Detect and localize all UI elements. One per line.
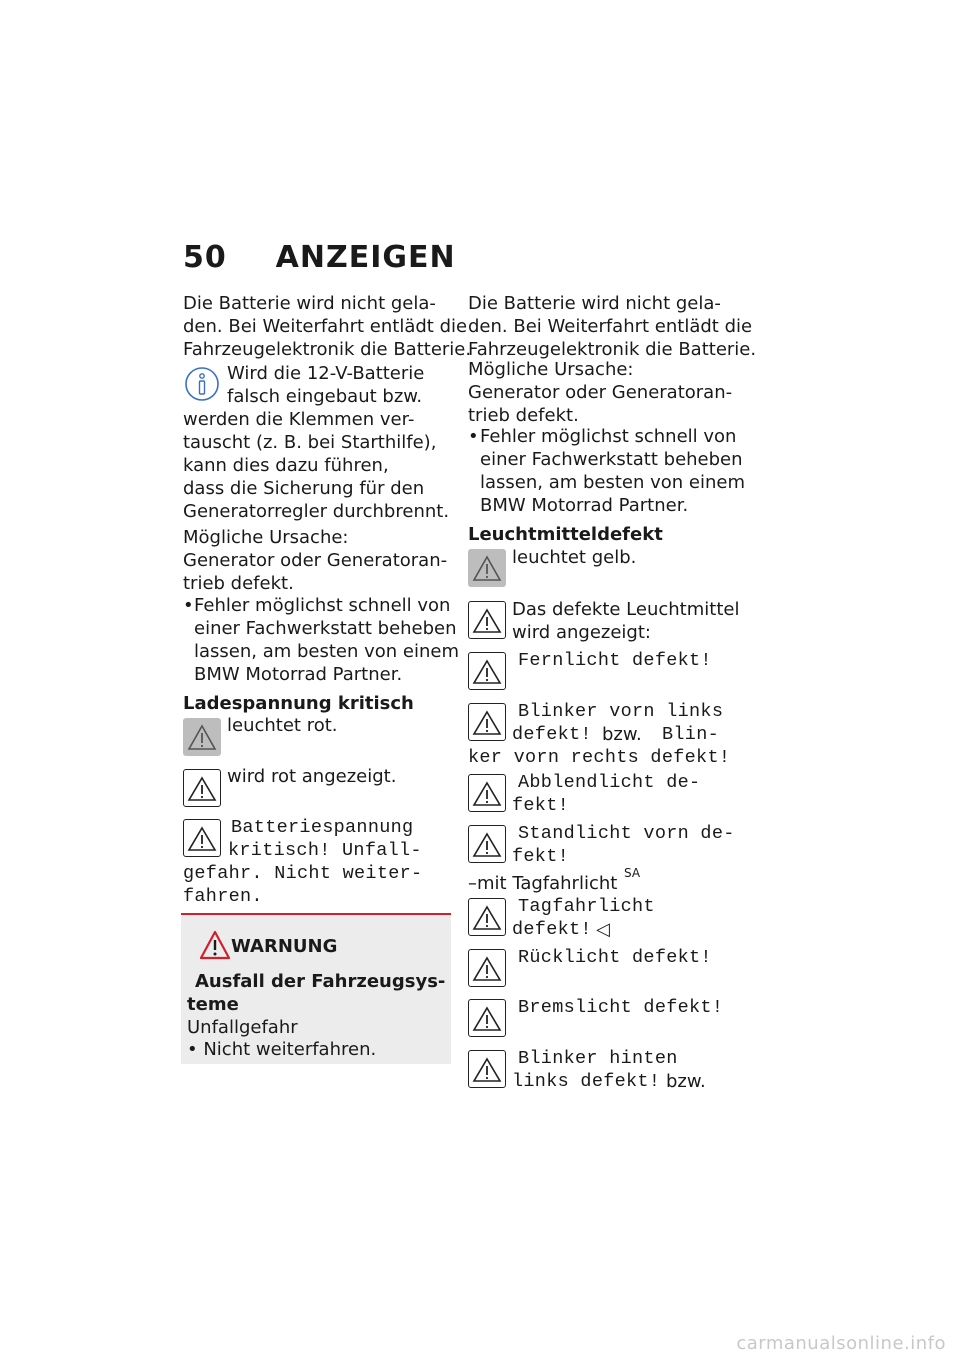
cause-text: trieb defekt.: [468, 405, 579, 426]
warning-triangle-icon: [468, 1050, 506, 1088]
watermark: carmanualsonline.info: [736, 1333, 946, 1354]
info-note-line: Generatorregler durchbrennt.: [183, 501, 450, 522]
warning-triangle-icon: [468, 949, 506, 987]
battery-discharge-line: den. Bei Weiterfahrt entlädt die: [468, 316, 753, 337]
charge-heading: Ladespannung kritisch: [183, 693, 414, 714]
defect-shown-text: wird angezeigt:: [512, 622, 651, 643]
display-message: Bremslicht defekt!: [518, 997, 724, 1018]
cause-text: Generator oder Generatoran-: [183, 550, 448, 571]
display-message: Blin-: [662, 724, 720, 745]
warning-triangle-icon: [183, 769, 221, 807]
battery-discharge-line: Die Batterie wird nicht gela-: [468, 293, 721, 314]
display-message: Tagfahrlicht: [518, 896, 655, 917]
battery-discharge-line: Fahrzeugelektronik die Batterie.: [468, 339, 757, 360]
info-note-line: Wird die 12-V-Batterie: [227, 363, 425, 384]
display-message: Abblendlicht de-: [518, 772, 701, 793]
display-message: ker vorn rechts defekt!: [468, 747, 731, 768]
warning-triangle-icon: [468, 825, 506, 863]
display-message: defekt!: [512, 919, 592, 940]
bullet-line: BMW Motorrad Partner.: [480, 495, 689, 516]
info-note-line: tauscht (z. B. bei Starthilfe),: [183, 432, 437, 453]
warning-triangle-icon: [183, 819, 221, 857]
display-message: fekt!: [512, 846, 570, 867]
display-message: gefahr. Nicht weiter-: [183, 863, 423, 884]
page-title: [183, 240, 456, 276]
warning-action: • Nicht weiterfahren.: [187, 1039, 377, 1060]
info-icon: [184, 366, 220, 402]
cause-text: Generator oder Generatoran-: [468, 382, 733, 403]
warning-subtitle: Ausfall der Fahrzeugsys-: [195, 971, 446, 992]
warning-triangle-icon: [468, 601, 506, 639]
display-message: Batteriespannung: [231, 817, 414, 838]
bullet-dot: •: [183, 595, 194, 616]
warning-box: [181, 913, 451, 1064]
page-number: 50: [183, 240, 227, 275]
display-message: links defekt!: [512, 1071, 661, 1092]
bullet-line: Fehler möglichst schnell von: [194, 595, 451, 616]
warning-triangle-icon: [468, 703, 506, 741]
display-message: Fernlicht defekt!: [518, 650, 712, 671]
display-message: fekt!: [512, 795, 570, 816]
defect-shown-text: Das defekte Leuchtmittel: [512, 599, 740, 620]
warning-triangle-icon: [468, 999, 506, 1037]
with-drl-text: –mit Tagfahrlicht: [468, 873, 618, 894]
battery-discharge-line: Fahrzeugelektronik die Batterie.: [183, 339, 472, 360]
display-message: Blinker vorn links: [518, 701, 724, 722]
bullet-line: lassen, am besten von einem: [194, 641, 460, 662]
bullet-line: Fehler möglichst schnell von: [480, 426, 737, 447]
display-message: defekt!: [512, 724, 592, 745]
or-text: bzw.: [666, 1071, 706, 1092]
cause-text: trieb defekt.: [183, 573, 294, 594]
end-mark: ◁: [596, 919, 610, 940]
display-message: kritisch! Unfall-: [228, 840, 422, 861]
warning-triangle-icon: [468, 774, 506, 812]
battery-discharge-line: den. Bei Weiterfahrt entlädt die: [183, 316, 468, 337]
warning-triangle-icon: [468, 652, 506, 690]
warning-subtitle: teme: [187, 994, 239, 1015]
displayed-red-text: wird rot angezeigt.: [227, 766, 397, 787]
warning-triangle-icon: [468, 898, 506, 936]
section-title: ANZEIGEN: [275, 240, 456, 275]
display-message: Blinker hinten: [518, 1048, 678, 1069]
info-note-line: dass die Sicherung für den: [183, 478, 425, 499]
bullet-line: einer Fachwerkstatt beheben: [480, 449, 743, 470]
bullet-line: lassen, am besten von einem: [480, 472, 746, 493]
warning-triangle-icon: [183, 718, 221, 756]
info-note-line: kann dies dazu führen,: [183, 455, 389, 476]
info-note-line: falsch eingebaut bzw.: [227, 386, 423, 407]
lights-yellow-text: leuchtet gelb.: [512, 547, 637, 568]
display-message: Standlicht vorn de-: [518, 823, 735, 844]
cause-label: Mögliche Ursache:: [183, 527, 349, 548]
display-message: Rücklicht defekt!: [518, 947, 712, 968]
warning-icon: [199, 930, 231, 960]
display-message: fahren.: [183, 886, 263, 907]
warning-title: WARNUNG: [231, 936, 338, 957]
info-note-line: werden die Klemmen ver-: [183, 409, 415, 430]
warning-hazard: Unfallgefahr: [187, 1017, 298, 1038]
bullet-line: BMW Motorrad Partner.: [194, 664, 403, 685]
sa-label: SA: [624, 866, 641, 880]
bullet-line: einer Fachwerkstatt beheben: [194, 618, 457, 639]
cause-label: Mögliche Ursache:: [468, 359, 634, 380]
or-text: bzw.: [602, 724, 642, 745]
battery-discharge-line: Die Batterie wird nicht gela-: [183, 293, 436, 314]
bullet-dot: •: [468, 426, 479, 447]
warning-triangle-icon: [468, 549, 506, 587]
lights-red-text: leuchtet rot.: [227, 715, 338, 736]
bulb-heading: Leuchtmitteldefekt: [468, 524, 663, 545]
